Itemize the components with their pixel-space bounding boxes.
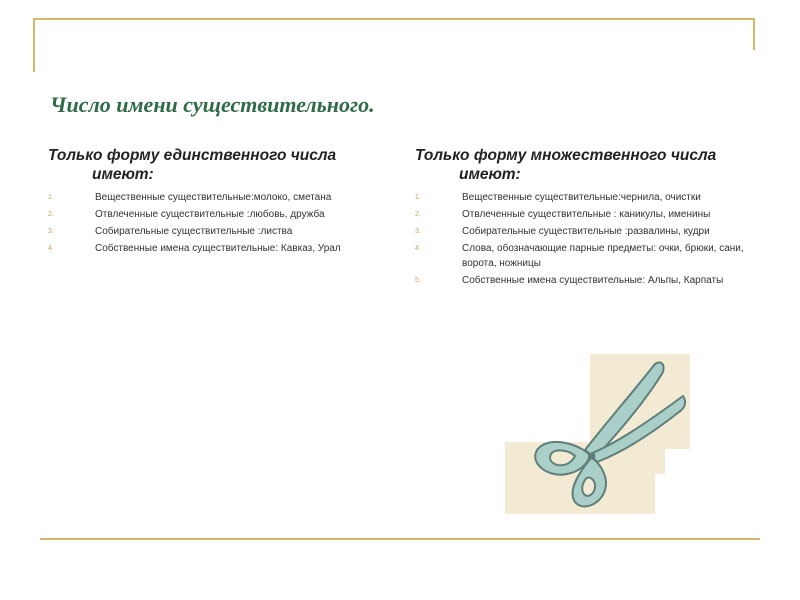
frame-left-line bbox=[33, 18, 35, 72]
list-number: 2. bbox=[48, 211, 54, 218]
list-item-text: Собирательные существительные :листва bbox=[95, 226, 293, 237]
list-item bbox=[415, 224, 745, 239]
left-heading: Только форму единственного числа имеют: bbox=[48, 147, 337, 183]
list-item-text: Отвлеченные существительные : каникулы, именины bbox=[462, 209, 711, 220]
list-item bbox=[48, 224, 388, 239]
right-list bbox=[415, 190, 745, 288]
list-number: 5. bbox=[415, 277, 421, 284]
slide-title: Число имени существительного. bbox=[50, 92, 375, 117]
list-item bbox=[415, 241, 745, 271]
list-number: 1. bbox=[415, 194, 421, 201]
list-item-text: Собирательные существительные :развалины, кудри bbox=[462, 226, 710, 237]
left-list bbox=[48, 190, 388, 256]
frame-right-line bbox=[753, 18, 755, 50]
right-heading: Только форму множественного числа имеют: bbox=[415, 147, 717, 183]
list-item-text: Вещественные существительные:чернила, очистки bbox=[462, 192, 701, 203]
list-item-text: Отвлеченные существительные :любовь, дружба bbox=[95, 209, 325, 220]
list-item bbox=[48, 190, 388, 205]
right-column bbox=[415, 146, 745, 290]
list-item bbox=[415, 207, 745, 222]
list-item-text: Собственные имена существительные: Альпы, Карпаты bbox=[462, 275, 724, 286]
list-item-text: Слова, обозначающие парные предметы: очки, брюки, сани, ворота, ножницы bbox=[462, 243, 744, 269]
list-item bbox=[415, 273, 745, 288]
list-number: 3. bbox=[415, 228, 421, 235]
list-item-text: Собственные имена существительные: Кавказ, Урал bbox=[95, 243, 341, 254]
frame-bottom-line bbox=[40, 538, 760, 540]
list-item bbox=[48, 241, 388, 256]
list-item bbox=[48, 207, 388, 222]
list-item-text: Вещественные существительные:молоко, сметана bbox=[95, 192, 332, 203]
list-number: 1. bbox=[48, 194, 54, 201]
list-number: 3. bbox=[48, 228, 54, 235]
list-number: 2. bbox=[415, 211, 421, 218]
list-item bbox=[415, 190, 745, 205]
scissors-pivot bbox=[589, 453, 596, 460]
paper-patch bbox=[655, 449, 665, 474]
frame-top-line bbox=[33, 18, 755, 20]
list-number: 4. bbox=[48, 245, 54, 252]
scissors-icon bbox=[505, 354, 690, 514]
list-number: 4. bbox=[415, 245, 421, 252]
left-column bbox=[48, 146, 388, 258]
